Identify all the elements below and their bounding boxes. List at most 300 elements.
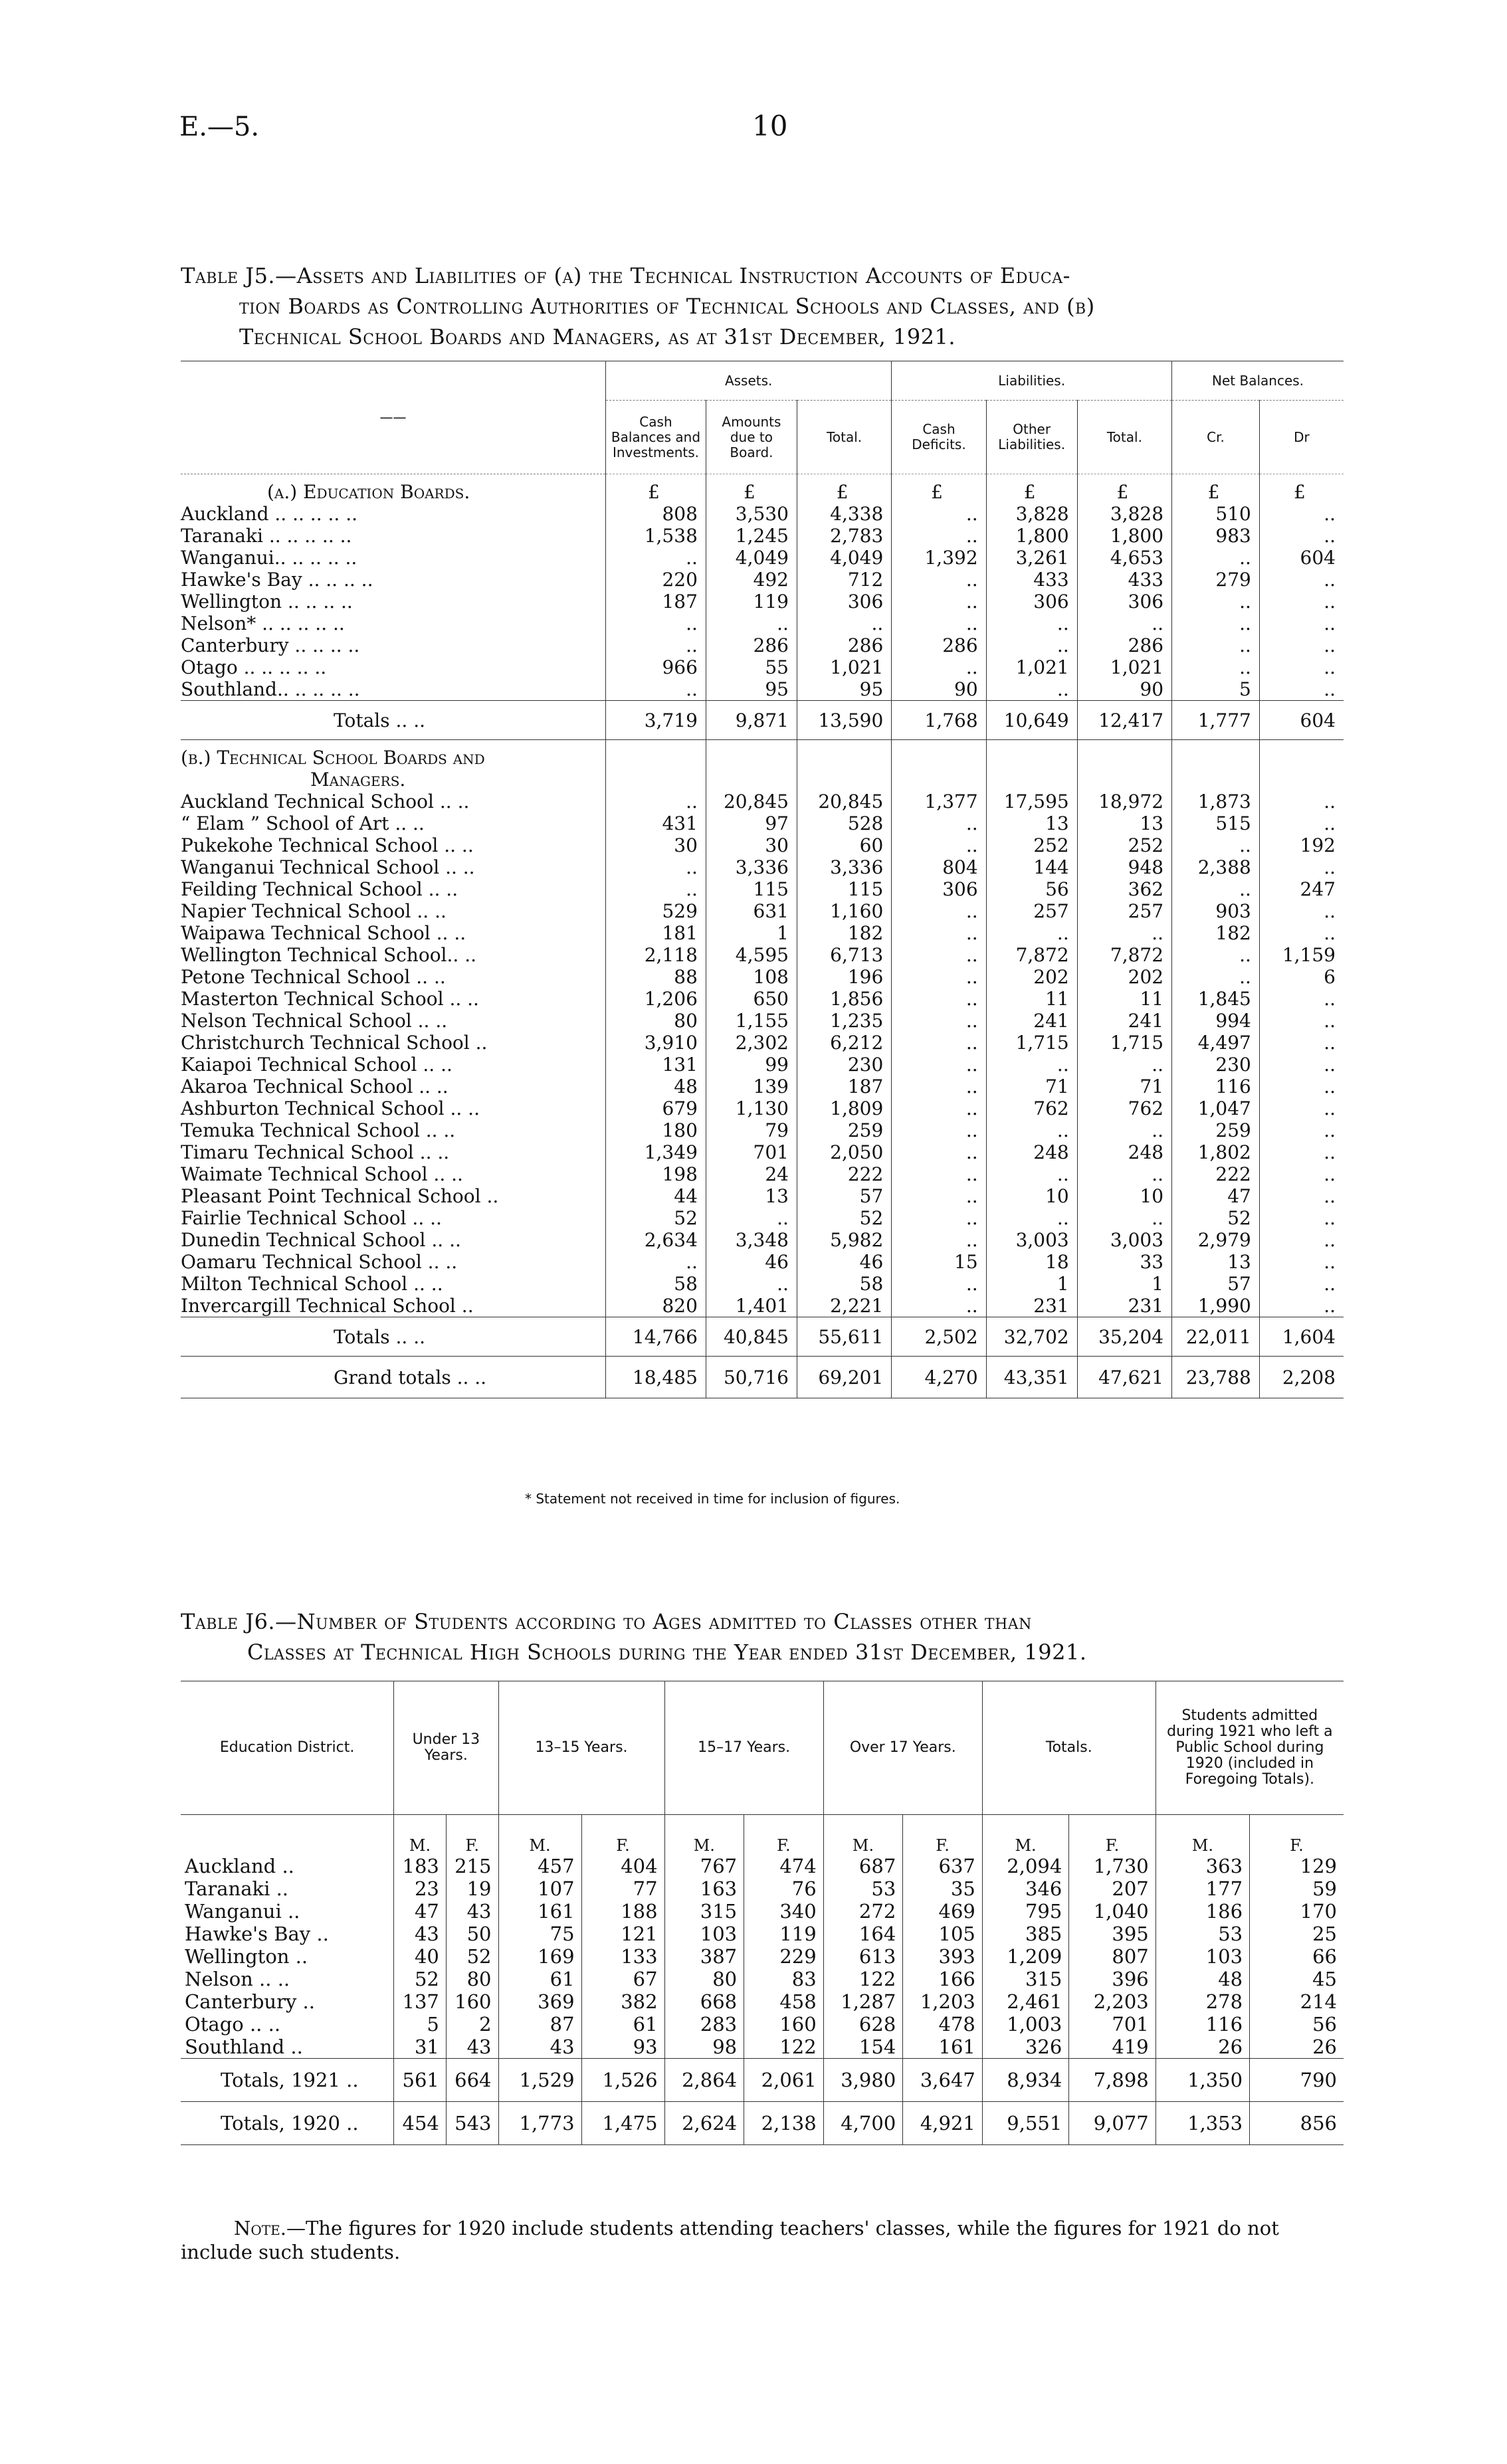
data-cell: 30 <box>606 834 706 856</box>
header-under-13: Under 13 Years. <box>394 1681 498 1815</box>
data-cell: .. <box>892 656 986 678</box>
data-cell: .. <box>1259 856 1344 878</box>
data-cell: 278 <box>1155 1990 1249 2013</box>
row-label: Auckland Technical School .. .. <box>181 791 470 812</box>
data-cell: 13 <box>986 812 1077 834</box>
data-cell: 903 <box>1172 900 1260 922</box>
data-cell: 182 <box>797 922 891 944</box>
data-cell: 701 <box>706 1141 797 1163</box>
row-label: Christchurch Technical School .. <box>181 1032 488 1054</box>
data-cell: .. <box>892 988 986 1010</box>
data-cell: 47 <box>1172 1185 1260 1207</box>
data-cell: 1,203 <box>903 1990 983 2013</box>
row-label: Invercargill Technical School .. <box>181 1295 474 1317</box>
row-label: Otago .. .. <box>185 2013 281 2036</box>
data-cell: 3,348 <box>706 1229 797 1251</box>
data-cell: 712 <box>797 569 891 591</box>
table-row <box>181 1295 1344 1317</box>
footnote: * Statement not received in time for inclusion of figures. <box>525 1491 900 1507</box>
data-cell: 170 <box>1250 1900 1344 1923</box>
sex-label: F. <box>903 1815 983 1855</box>
data-cell: 43 <box>498 2036 581 2059</box>
data-cell: 387 <box>664 1945 744 1968</box>
header-students-admitted: Students admitted during 1921 who left a Public School during 1920 (included in Foregoing Totals). <box>1155 1681 1344 1815</box>
row-label: Milton Technical School .. .. <box>181 1273 443 1295</box>
total-cell: 604 <box>1259 701 1344 740</box>
row-label: Oamaru Technical School .. .. <box>181 1251 458 1273</box>
total-cell: 1,777 <box>1172 701 1260 740</box>
blank-cell <box>181 1815 394 1855</box>
header-cash-balances: Cash Balances and Investments. <box>606 401 706 474</box>
data-cell: .. <box>1172 834 1260 856</box>
total-cell: 1,529 <box>498 2059 581 2102</box>
data-cell: 58 <box>797 1273 891 1295</box>
data-cell: .. <box>892 1054 986 1076</box>
data-cell: 1,715 <box>986 1032 1077 1054</box>
data-cell: 3,530 <box>706 503 797 525</box>
data-cell: 131 <box>606 1054 706 1076</box>
data-cell: 994 <box>1172 1010 1260 1032</box>
data-cell: 1,802 <box>1172 1141 1260 1163</box>
data-cell: 272 <box>823 1900 903 1923</box>
data-cell: 20,845 <box>797 791 891 812</box>
table-row <box>181 1855 1344 1877</box>
note <box>181 2216 1350 2264</box>
total-cell: 32,702 <box>986 1317 1077 1357</box>
data-cell: .. <box>1259 1076 1344 1097</box>
data-cell: 43 <box>394 1923 447 1945</box>
data-cell: 83 <box>744 1968 824 1990</box>
data-cell: 259 <box>797 1119 891 1141</box>
data-cell: 207 <box>1069 1877 1155 1900</box>
data-cell: 202 <box>986 966 1077 988</box>
data-cell: .. <box>1172 656 1260 678</box>
header-liabilities-total: Total. <box>1077 401 1171 474</box>
data-cell: 1,287 <box>823 1990 903 2013</box>
row-label: Canterbury .. <box>185 1990 315 2013</box>
grand-total-cell: 43,351 <box>986 1357 1077 1398</box>
data-cell: 103 <box>1155 1945 1249 1968</box>
table-row <box>181 966 1344 988</box>
total-cell: 9,077 <box>1069 2102 1155 2145</box>
table-j6 <box>181 1681 1344 2145</box>
data-cell: .. <box>986 678 1077 701</box>
total-cell: 2,502 <box>892 1317 986 1357</box>
data-cell: 492 <box>706 569 797 591</box>
data-cell: 80 <box>664 1968 744 1990</box>
total-cell: 12,417 <box>1077 701 1171 740</box>
data-cell: 56 <box>1250 2013 1344 2036</box>
section-title <box>181 769 606 791</box>
data-cell: 188 <box>581 1900 664 1923</box>
grand-total-cell: 47,621 <box>1077 1357 1171 1398</box>
section-b-body <box>181 740 1344 1317</box>
data-cell: .. <box>892 569 986 591</box>
data-cell: 230 <box>1172 1054 1260 1076</box>
sex-label: M. <box>664 1815 744 1855</box>
data-cell: .. <box>606 634 706 656</box>
sex-label: F. <box>446 1815 498 1855</box>
header-blank: —— <box>181 361 606 474</box>
data-cell: 966 <box>606 656 706 678</box>
data-cell: 247 <box>1259 878 1344 900</box>
data-cell: .. <box>892 503 986 525</box>
data-cell: 396 <box>1069 1968 1155 1990</box>
data-cell: 26 <box>1250 2036 1344 2059</box>
section-a-totals-row <box>181 701 1344 740</box>
header-liabilities: Liabilities. <box>892 361 1172 401</box>
data-cell: 122 <box>823 1968 903 1990</box>
data-cell: 107 <box>498 1877 581 1900</box>
data-cell: .. <box>892 900 986 922</box>
grand-total-cell: 4,270 <box>892 1357 986 1398</box>
data-cell: 631 <box>706 900 797 922</box>
data-cell: .. <box>1259 1251 1344 1273</box>
data-cell: 19 <box>446 1877 498 1900</box>
data-cell: .. <box>892 1207 986 1229</box>
data-cell: .. <box>1259 1295 1344 1317</box>
data-cell: .. <box>1172 547 1260 569</box>
data-cell: .. <box>892 591 986 613</box>
data-cell: 222 <box>797 1163 891 1185</box>
table-row <box>181 1923 1344 1945</box>
data-cell: .. <box>606 878 706 900</box>
data-cell: .. <box>1259 1054 1344 1076</box>
data-cell: 510 <box>1172 503 1260 525</box>
header-cr: Cr. <box>1172 401 1260 474</box>
total-cell: 454 <box>394 2102 447 2145</box>
data-cell: 385 <box>982 1923 1068 1945</box>
data-cell: .. <box>1259 791 1344 812</box>
data-cell: 17,595 <box>986 791 1077 812</box>
row-label: “ Elam ” School of Art .. .. <box>181 812 425 834</box>
data-cell: 161 <box>498 1900 581 1923</box>
sex-label: M. <box>498 1815 581 1855</box>
table-row <box>181 1900 1344 1923</box>
data-cell: 3,336 <box>797 856 891 878</box>
total-cell: 3,647 <box>903 2059 983 2102</box>
row-label: Wanganui Technical School .. .. <box>181 856 475 878</box>
data-cell: 129 <box>1250 1855 1344 1877</box>
data-cell: 67 <box>581 1968 664 1990</box>
data-cell: .. <box>1259 656 1344 678</box>
table-row <box>181 1010 1344 1032</box>
sex-label: M. <box>1155 1815 1249 1855</box>
data-cell: 1,245 <box>706 525 797 547</box>
data-cell: 283 <box>664 2013 744 2036</box>
data-cell: 20,845 <box>706 791 797 812</box>
data-cell: 286 <box>706 634 797 656</box>
data-cell: 169 <box>498 1945 581 1968</box>
data-cell: 248 <box>1077 1141 1171 1163</box>
data-cell: 1,047 <box>1172 1097 1260 1119</box>
header-assets: Assets. <box>606 361 892 401</box>
data-cell: 1,377 <box>892 791 986 812</box>
data-cell: 40 <box>394 1945 447 1968</box>
data-cell: 241 <box>986 1010 1077 1032</box>
total-cell: 1,526 <box>581 2059 664 2102</box>
data-cell: 183 <box>394 1855 447 1877</box>
data-cell: .. <box>797 613 891 634</box>
caption-line: tion Boards as Controlling Authorities of Technical Schools and Classes, and (b) <box>239 294 1095 319</box>
data-cell: 75 <box>498 1923 581 1945</box>
data-cell: 1,160 <box>797 900 891 922</box>
data-cell: .. <box>1259 1119 1344 1141</box>
currency-sign: £ <box>1172 474 1260 504</box>
data-cell: 52 <box>394 1968 447 1990</box>
data-cell: 231 <box>1077 1295 1171 1317</box>
data-cell: 90 <box>892 678 986 701</box>
data-cell: 214 <box>1250 1990 1344 2013</box>
data-cell: 79 <box>706 1119 797 1141</box>
data-cell: .. <box>1259 503 1344 525</box>
data-cell: 80 <box>606 1010 706 1032</box>
data-cell: .. <box>1259 634 1344 656</box>
data-cell: 528 <box>797 812 891 834</box>
data-cell: 286 <box>1077 634 1171 656</box>
data-cell: 1,401 <box>706 1295 797 1317</box>
data-cell: .. <box>1077 1163 1171 1185</box>
total-cell: 2,138 <box>744 2102 824 2145</box>
data-cell: 144 <box>986 856 1077 878</box>
data-cell: 13 <box>706 1185 797 1207</box>
data-cell: 1,730 <box>1069 1855 1155 1877</box>
currency-sign: £ <box>706 474 797 504</box>
data-cell: 18,972 <box>1077 791 1171 812</box>
data-cell: 116 <box>1155 2013 1249 2036</box>
total-cell: 1,604 <box>1259 1317 1344 1357</box>
data-cell: 139 <box>706 1076 797 1097</box>
row-label: Masterton Technical School .. .. <box>181 988 479 1010</box>
header-cash-deficits: Cash Deficits. <box>892 401 986 474</box>
data-cell: 762 <box>1077 1097 1171 1119</box>
row-label: Waipawa Technical School .. .. <box>181 922 466 944</box>
table-row <box>181 791 1344 812</box>
data-cell: 2,302 <box>706 1032 797 1054</box>
sex-label: F. <box>1250 1815 1344 1855</box>
data-cell: .. <box>1259 1141 1344 1163</box>
total-cell: 664 <box>446 2059 498 2102</box>
sex-label: M. <box>982 1815 1068 1855</box>
data-cell: 419 <box>1069 2036 1155 2059</box>
data-cell: 26 <box>1155 2036 1249 2059</box>
data-cell: .. <box>892 834 986 856</box>
data-cell: 15 <box>892 1251 986 1273</box>
data-cell: 257 <box>1077 900 1171 922</box>
sex-label: F. <box>581 1815 664 1855</box>
data-cell: .. <box>986 634 1077 656</box>
data-cell: 31 <box>394 2036 447 2059</box>
data-cell: .. <box>892 944 986 966</box>
data-cell: 767 <box>664 1855 744 1877</box>
table-j5-caption <box>181 260 1350 352</box>
data-cell: 198 <box>606 1163 706 1185</box>
row-label: Pukekohe Technical School .. .. <box>181 834 474 856</box>
data-cell: 46 <box>706 1251 797 1273</box>
table-row <box>181 812 1344 834</box>
data-cell: 1,021 <box>1077 656 1171 678</box>
data-cell: .. <box>1172 634 1260 656</box>
total-cell: 1,768 <box>892 701 986 740</box>
data-cell: .. <box>1259 1163 1344 1185</box>
table-j6-caption <box>181 1606 1350 1667</box>
data-cell: 613 <box>823 1945 903 1968</box>
table-row <box>181 1076 1344 1097</box>
table-row <box>181 1968 1344 1990</box>
data-cell: 3,910 <box>606 1032 706 1054</box>
data-cell: .. <box>986 1054 1077 1076</box>
data-cell: 474 <box>744 1855 824 1877</box>
sex-header-row <box>181 1815 1344 1855</box>
header-assets-total: Total. <box>797 401 891 474</box>
data-cell: 241 <box>1077 1010 1171 1032</box>
row-label: Wellington .. <box>185 1945 308 1968</box>
header-amounts-due: Amounts due to Board. <box>706 401 797 474</box>
row-label: Dunedin Technical School .. .. <box>181 1229 461 1251</box>
table-row <box>181 591 1344 613</box>
data-cell: 668 <box>664 1990 744 2013</box>
data-cell: 382 <box>581 1990 664 2013</box>
data-cell: 55 <box>706 656 797 678</box>
data-cell: 515 <box>1172 812 1260 834</box>
data-cell: 804 <box>892 856 986 878</box>
data-cell: .. <box>892 1032 986 1054</box>
data-cell: 116 <box>1172 1076 1260 1097</box>
data-cell: 2,118 <box>606 944 706 966</box>
data-cell: .. <box>892 966 986 988</box>
data-cell: 160 <box>446 1990 498 2013</box>
total-cell: 856 <box>1250 2102 1344 2145</box>
data-cell: 6,713 <box>797 944 891 966</box>
data-cell: .. <box>1259 678 1344 701</box>
data-cell: 220 <box>606 569 706 591</box>
table-row <box>181 1185 1344 1207</box>
data-cell: .. <box>892 613 986 634</box>
data-cell: 363 <box>1155 1855 1249 1877</box>
data-cell: .. <box>706 1207 797 1229</box>
data-cell: 115 <box>797 878 891 900</box>
data-cell: 43 <box>446 1900 498 1923</box>
table-row <box>181 1054 1344 1076</box>
data-cell: 10 <box>1077 1185 1171 1207</box>
total-cell: 3,719 <box>606 701 706 740</box>
data-cell: 163 <box>664 1877 744 1900</box>
data-cell: .. <box>1259 613 1344 634</box>
data-cell: 11 <box>986 988 1077 1010</box>
row-label: Wellington Technical School.. .. <box>181 944 477 966</box>
data-cell: 164 <box>823 1923 903 1945</box>
data-cell: 1,159 <box>1259 944 1344 966</box>
data-cell: 154 <box>823 2036 903 2059</box>
table-row <box>181 856 1344 878</box>
data-cell: .. <box>706 613 797 634</box>
row-label: Auckland .. <box>185 1855 294 1877</box>
row-label: Nelson* .. .. .. .. .. <box>181 613 345 634</box>
data-cell: 4,497 <box>1172 1032 1260 1054</box>
header-other-liabilities: Other Liabilities. <box>986 401 1077 474</box>
caption-line: Table J5.—Assets and Liabilities of (a) the Technical Instruction Accounts of Educa- <box>181 263 1070 288</box>
row-label: Auckland .. .. .. .. .. <box>181 503 358 525</box>
row-label: Napier Technical School .. .. <box>181 900 447 922</box>
data-cell: 1 <box>986 1273 1077 1295</box>
data-cell: 3,003 <box>986 1229 1077 1251</box>
data-cell: 98 <box>664 2036 744 2059</box>
data-cell: 306 <box>986 591 1077 613</box>
data-cell: 48 <box>606 1076 706 1097</box>
data-cell: 3,261 <box>986 547 1077 569</box>
data-cell: 93 <box>581 2036 664 2059</box>
data-cell: 4,049 <box>706 547 797 569</box>
data-cell: .. <box>1259 1229 1344 1251</box>
data-cell: 192 <box>1259 834 1344 856</box>
data-cell: 46 <box>797 1251 891 1273</box>
data-cell: 346 <box>982 1877 1068 1900</box>
data-cell: .. <box>1259 1207 1344 1229</box>
data-cell: 133 <box>581 1945 664 1968</box>
data-cell: 701 <box>1069 2013 1155 2036</box>
data-cell: .. <box>1259 1185 1344 1207</box>
data-cell: .. <box>892 1141 986 1163</box>
data-cell: 795 <box>982 1900 1068 1923</box>
data-cell: 97 <box>706 812 797 834</box>
data-cell: .. <box>606 791 706 812</box>
row-label: Temuka Technical School .. .. <box>181 1119 456 1141</box>
table-row <box>181 503 1344 525</box>
total-cell: 14,766 <box>606 1317 706 1357</box>
row-label: Kaiapoi Technical School .. .. <box>181 1054 452 1076</box>
data-cell: 604 <box>1259 547 1344 569</box>
totals-label: Totals, 1920 .. <box>181 2102 394 2145</box>
total-cell: 543 <box>446 2102 498 2145</box>
row-label: Taranaki .. <box>185 1877 289 1900</box>
row-label: Canterbury .. .. .. .. <box>181 634 360 656</box>
data-cell: 315 <box>664 1900 744 1923</box>
data-cell: .. <box>1259 1097 1344 1119</box>
row-label: Wanganui .. <box>185 1900 300 1923</box>
section-title <box>181 740 606 769</box>
header-net-balances: Net Balances. <box>1172 361 1344 401</box>
data-cell: 259 <box>1172 1119 1260 1141</box>
data-cell: .. <box>1172 944 1260 966</box>
data-cell: 52 <box>606 1207 706 1229</box>
data-cell: .. <box>892 1119 986 1141</box>
total-cell: 1,350 <box>1155 2059 1249 2102</box>
data-cell: 25 <box>1250 1923 1344 1945</box>
data-cell: 196 <box>797 966 891 988</box>
row-label: Petone Technical School .. .. <box>181 966 446 988</box>
data-cell: 52 <box>446 1945 498 1968</box>
data-cell: 628 <box>823 2013 903 2036</box>
data-cell: 166 <box>903 1968 983 1990</box>
data-cell: 279 <box>1172 569 1260 591</box>
data-cell: 1,873 <box>1172 791 1260 812</box>
grand-totals-row <box>181 1357 1344 1398</box>
table-row <box>181 1945 1344 1968</box>
header-dr: Dr <box>1259 401 1344 474</box>
data-cell: 252 <box>986 834 1077 856</box>
data-cell: 457 <box>498 1855 581 1877</box>
j6-body <box>181 1815 1344 2059</box>
total-cell: 1,353 <box>1155 2102 1249 2145</box>
row-label: Timaru Technical School .. .. <box>181 1141 450 1163</box>
data-cell: 76 <box>744 1877 824 1900</box>
data-cell: 95 <box>797 678 891 701</box>
table-row <box>181 634 1344 656</box>
grand-total-cell: 18,485 <box>606 1357 706 1398</box>
table-row <box>181 2036 1344 2059</box>
data-cell: 10 <box>986 1185 1077 1207</box>
data-cell: 983 <box>1172 525 1260 547</box>
